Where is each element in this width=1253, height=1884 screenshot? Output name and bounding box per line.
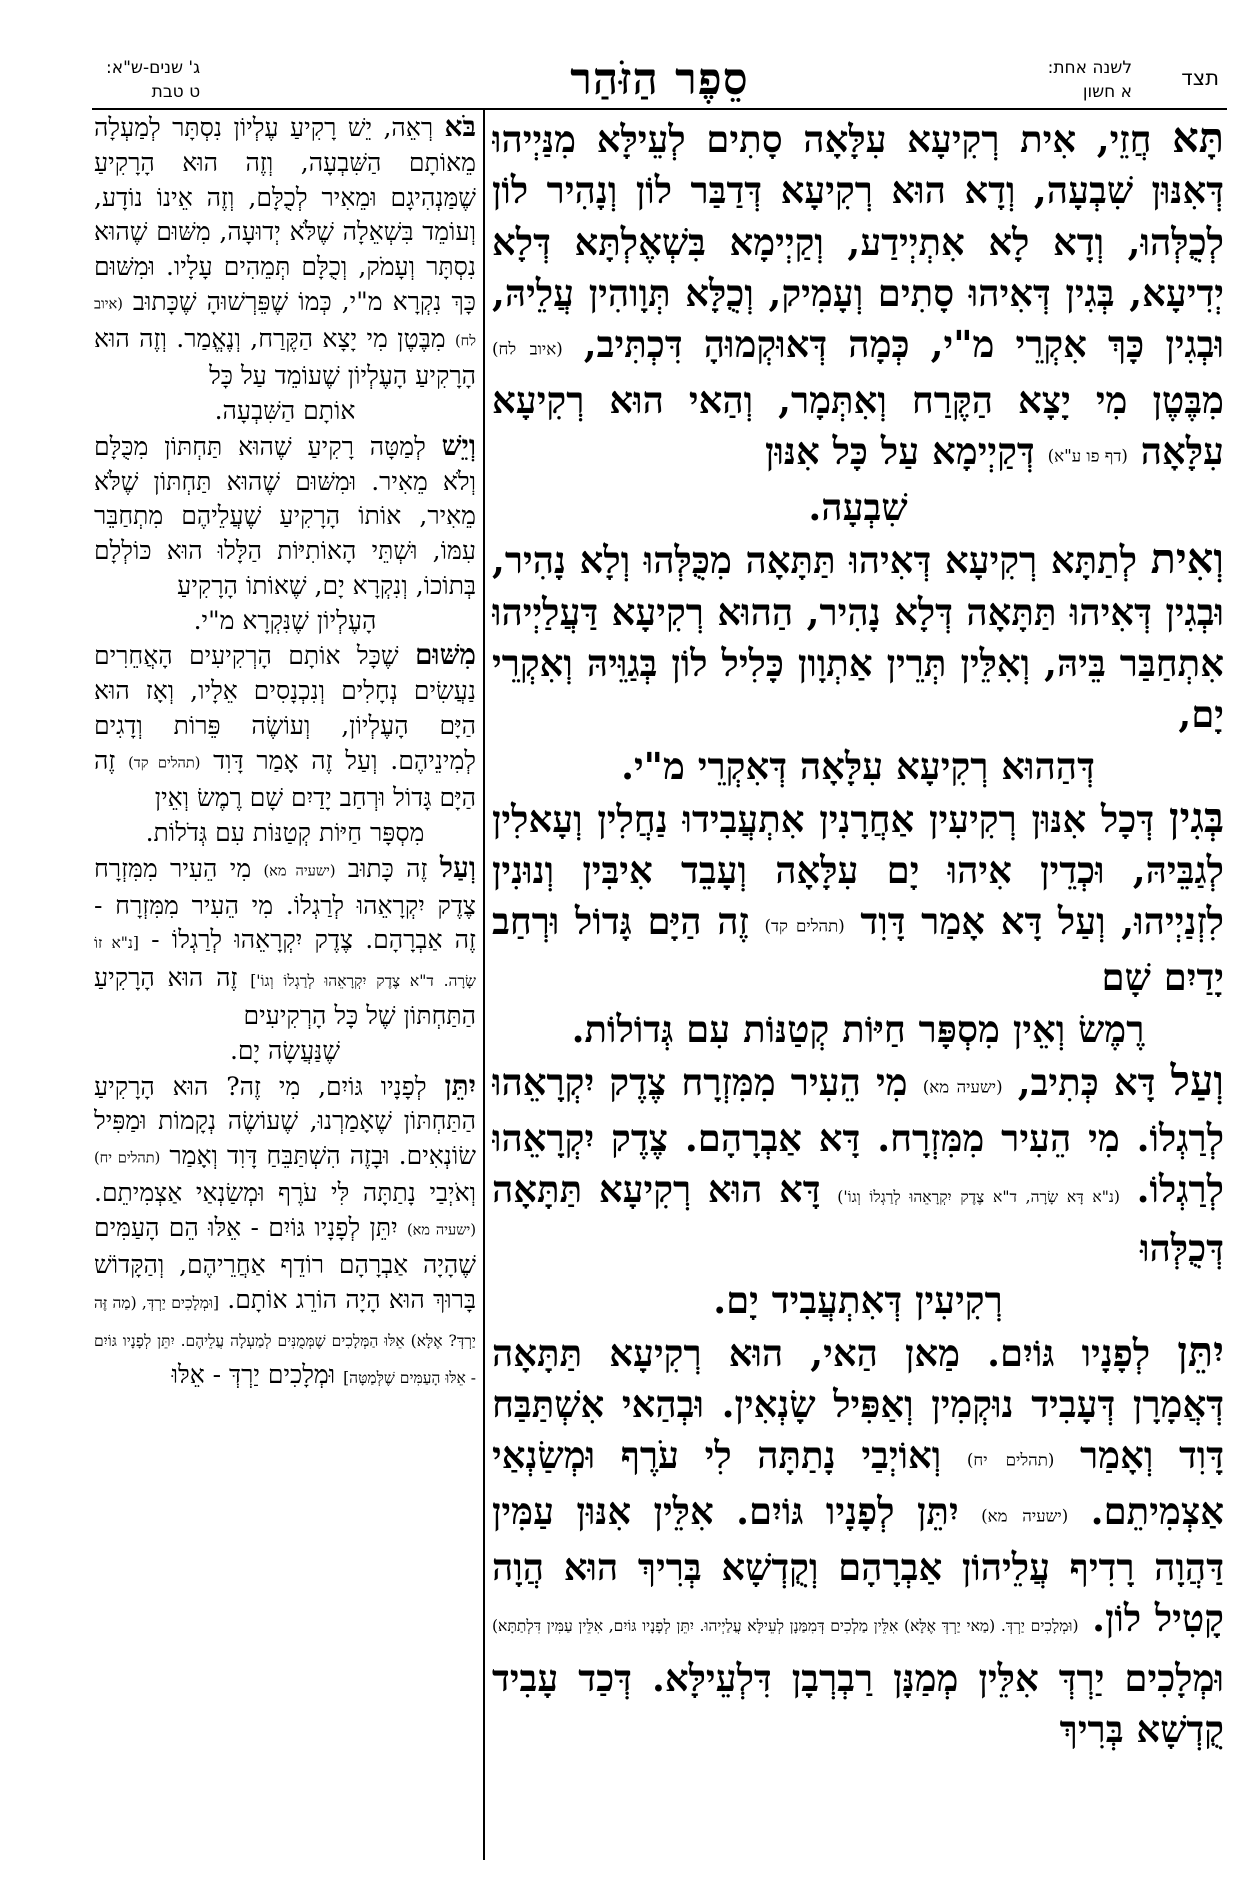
schedule-three-year-label: ג' שנים-ש"א: bbox=[106, 58, 201, 78]
translation-paragraph-1-end: אוֹתָם הַשִּׁבְעָה. bbox=[214, 395, 356, 425]
paragraph-opener: וְיֵשׁ bbox=[441, 428, 476, 462]
variant-reading-note: [וּמְלָכִים יַרְדְּ, (מַה זֶּה יַרְדְּ? אֶלָּא) אֵלּוּ הַמְּלָכִים שֶׁמְּמֻנִּים לְמַעְלָה עֲלֵיהֶם. יִתֵּן לְפָנָיו גּוֹיִם - אֵלּוּ הָעַמִּים שֶׁלְּמַטָּה] bbox=[94, 1293, 476, 1388]
paragraph-text: מִי הֵעִיר מִמִּזְרָח צֶדֶק יִקְרָאֵהוּ לְרַגְלוֹ. מִי הֵעִיר מִמִּזְרָח - זֶה אַבְרָהָם. צֶדֶק יִקְרָאֵהוּ לְרַגְלוֹ - bbox=[94, 853, 476, 955]
three-year-schedule bbox=[106, 56, 200, 104]
paragraph-text: דָּא הוּא רְקִיעָא תַּתָּאָה דְּכֻלְּהוּ bbox=[492, 1167, 1224, 1271]
paragraph-text: זֶה הַיָּם גָּדוֹל וּרְחַב יָדַיִם שָׁם רֶמֶשׂ וְאֵין bbox=[94, 745, 476, 812]
translation-paragraph-4 bbox=[94, 851, 476, 1034]
translation-paragraph-4-end: שֶׁנַּעֲשָׂה יָם. bbox=[229, 1035, 341, 1065]
main-paragraph-3-end: רֶמֶשׂ וְאֵין מִסְפָּר חַיּוֹת קְטַנּוֹת עִם גְּדוֹלוֹת. bbox=[571, 1006, 1145, 1051]
paragraph-opener: יִתֵּן bbox=[1177, 1326, 1224, 1376]
main-text-column bbox=[492, 112, 1224, 1867]
translation-paragraph-2-end: הָעֶלְיוֹן שֶׁנִּקְרָא מ"י. bbox=[193, 605, 377, 635]
page-header bbox=[92, 56, 1227, 108]
scripture-reference: (תהלים קד) bbox=[764, 917, 845, 936]
paragraph-opener: בְּגִין bbox=[1168, 792, 1224, 842]
paragraph-text: לְמַטָּה רָקִיעַ שֶׁהוּא תַּחְתּוֹן מִכֻּלָּם וְלֹא מֵאִיר. וּמִשּׁוּם שֶׁהוּא תַּחְתּוֹן שֶׁלֹּא מֵאִיר, אוֹתוֹ הָרָקִיעַ שֶׁעֲלֵיהֶם מִתְחַבֵּר עִמּוֹ, וּשְׁתֵּי הָאוֹתִיּוֹת הַלָּלוּ הוּא כּוֹלְלָם בְּתוֹכוֹ, וְנִקְרָא יָם, שֶׁאוֹתוֹ הָרָקִיעַ bbox=[94, 431, 476, 600]
paragraph-text: זֶה כָּתוּב bbox=[335, 853, 440, 883]
scripture-reference: (ישעיה מא) bbox=[263, 862, 336, 879]
scripture-reference: (ישעיה מא) bbox=[981, 1506, 1069, 1526]
paragraph-text: לְתַתָּא רְקִיעָא דְּאִיהוּ תַּתָּאָה מִכֻּלְּהוּ וְלָא נָהִיר, וּבְגִין דְּאִיהוּ תַּתָּאָה דְּלָא נָהִיר, הַהוּא רְקִיעָא דַּעֲלַיְיהוּ אִתְחַבַּר בֵּיהּ, וְאִלֵּין תְּרֵין אַתְוָון כָּלִיל לוֹן בְּגַוֵּיהּ וְאִקְרֵי יָם, bbox=[492, 538, 1224, 737]
scripture-reference: (תהלים קד) bbox=[128, 755, 201, 772]
paragraph-text: דָּא כְּתִיב, bbox=[1002, 1059, 1171, 1104]
paragraph-text: זֶה הַיָּם גָּדוֹל וּרְחַב יָדַיִם שָׁם bbox=[492, 899, 1224, 1000]
folio-reference: (דף פו ע"א) bbox=[1047, 446, 1128, 466]
book-title: סֵפֶר הַזֹּהַר bbox=[570, 54, 749, 105]
page-number: תצד bbox=[1181, 66, 1219, 90]
paragraph-text: מִי הֵעִיר מִמִּזְרָח צֶדֶק יִקְרָאֵהוּ לְרַגְלוֹ. מִי הֵעִיר מִמִּזְרָח. דָּא אַבְרָהָם. צֶדֶק יִקְרָאֵהוּ לְרַגְלוֹ. bbox=[492, 1059, 1224, 1211]
scripture-reference: (ישעיה מא) bbox=[922, 1077, 1003, 1097]
paragraph-text: וּמְלָכִים יַרְדְּ אִלֵּין מְמַנָּן רַבְרְבָן דִּלְעֵילָּא. דְּכַד עָבִיד קֻדְשָׁא בְּרִיךְ bbox=[492, 1655, 1224, 1751]
scripture-reference: (איוב לח) bbox=[94, 296, 476, 350]
variant-reading-note: (וּמְלָכִים יַרְדְּ. (מַאי יַרְדְּ אֶלָּא) אִלֵּין מַלְכִים דְּמִמַּנָן לְעֵילָּא עֲלַיְיהוּ. יִתֵּן לְפָנָיו גּוֹיִם, אִלֵּין עַמִּין דִּלְתַתָּא) bbox=[492, 1617, 1079, 1636]
translation-paragraph-5 bbox=[94, 1069, 476, 1397]
scripture-reference: (איוב לח) bbox=[492, 339, 563, 359]
column-divider bbox=[483, 110, 485, 1860]
scripture-reference: (תהלים יח) bbox=[966, 1451, 1055, 1470]
paragraph-text: מִבֶּטֶן מִי יָצָא הַקֶּרַח, וְנֶאֱמַר. וְזֶה הוּא הָרָקִיעַ הָעֶלְיוֹן שֶׁעוֹמֵד עַל כָּל bbox=[94, 324, 476, 391]
paragraph-text: וּמְלָכִים יַרְדְּ - אֵלּוּ bbox=[171, 1360, 344, 1390]
paragraph-opener: תָּא bbox=[1172, 113, 1224, 162]
paragraph-opener: וְעַל bbox=[439, 850, 476, 884]
main-paragraph-2-end: דְּהַהוּא רְקִיעָא עִלָּאָה דְּאִקְרֵי מ"י. bbox=[621, 743, 1095, 788]
main-paragraph-4 bbox=[492, 1055, 1224, 1275]
translation-column bbox=[94, 110, 476, 1865]
paragraph-opener: וְאִית bbox=[1150, 534, 1224, 584]
translation-paragraph-3-end: מִסְפָּר חַיּוֹת קְטַנּוֹת עִם גְּדֹלוֹת. bbox=[145, 817, 425, 847]
main-paragraph-1-end: שִׁבְעָה. bbox=[808, 485, 908, 530]
paragraph-text: דְּכָל אִנּוּן רְקִיעִין אַחֲרָנִין אִתְעֲבִידוּ נַחֲלִין וְעָאלִין לְגַבֵּיהּ, וּכְדֵין אִיהוּ יָם עִלָּאָה וְעָבֵד אִיבִּין וְנוּנִין לִזְנַיְיהוּ, וְעַל דָּא אָמַר דָּוִד bbox=[492, 796, 1224, 944]
variant-reading-note: (נ"א דָּא שָׂרָה, ד"א צֶדֶק יִקְרָאֵהוּ לְרַגְלוֹ וְגוֹ') bbox=[837, 1188, 1120, 1206]
schedule-one-year-label: לשנה אחת: bbox=[1047, 58, 1132, 78]
paragraph-text: רְאֵה, יֵשׁ רָקִיעַ עֶלְיוֹן נִסְתָּר לְמַעְלָה מֵאוֹתָם הַשִּׁבְעָה, וְזֶה הוּא הָרָקִיעַ שֶׁמַּנְהִיגָם וּמֵאִיר לְכֻלָּם, וְזֶה אֵינוֹ נוֹדָע, וְעוֹמֵד בִּשְׁאֵלָה שֶׁלֹּא יְדוּעָה, מִשּׁוּם שֶׁהוּא נִסְתָּר וְעָמֹק, וְכֻלָּם תְּמֵהִים עָלָיו. וּמִשּׁוּם כָּךְ נִקְרָא מ"י, כְּמוֹ שֶׁפֵּרְשׁוּהָ שֶׁכָּתוּב bbox=[94, 113, 476, 316]
scripture-reference: (ישעיה מא) bbox=[407, 1222, 476, 1239]
schedule-three-year-date: ט טבת bbox=[151, 82, 201, 102]
translation-paragraph-1 bbox=[94, 110, 476, 394]
paragraph-text: יִתֵּן לְפָנָיו גּוֹיִם. אִלֵּין אִנּוּן עַמִּין דַּהֲוָה רָדִיף עֲלֵיהוֹן אַבְרָהָם וְקֻדְשָׁא בְּרִיךְ הוּא הֲוָה קָטִיל לוֹן. bbox=[492, 1489, 1224, 1641]
paragraph-text: וְאוֹיְבַי נָתַתָּה לִי עֹרֶף וּמְשַׂנְאַי אַצְמִיתֵם. bbox=[492, 1433, 1224, 1534]
paragraph-opener: יִתֵּן bbox=[444, 1068, 476, 1102]
main-paragraph-1 bbox=[492, 112, 1224, 482]
paragraph-text: מִבֶּטֶן מִי יָצָא הַקֶּרַח וְאִתְּמָר, וְהַאי הוּא רְקִיעָא עִלָּאָה bbox=[492, 378, 1224, 474]
main-paragraph-3 bbox=[492, 792, 1224, 1004]
paragraph-opener: בֹּא bbox=[444, 110, 476, 143]
paragraph-text: שֶׁכָּל אוֹתָם הָרְקִיעִים הָאֲחֵרִים נַעֲשִׂים נְחָלִים וְנִכְנָסִים אֵלָיו, וְאָז הוּא הַיָּם הָעֶלְיוֹן, וְעוֹשֶׂה פֵּרוֹת וְדָגִים לְמִינֵיהֶם. וְעַל זֶה אָמַר דָּוִד bbox=[94, 641, 476, 775]
paragraph-text: דְּקַיְימָא עַל כָּל אִנּוּן bbox=[765, 429, 1048, 474]
main-paragraph-5 bbox=[492, 1326, 1224, 1755]
schedule-one-year-date: א חשון bbox=[1082, 82, 1132, 102]
main-paragraph-2 bbox=[492, 533, 1224, 740]
paragraph-text: זֶה הוּא הָרָקִיעַ הַתַּחְתּוֹן שֶׁל כָּל הָרְקִיעִים bbox=[94, 963, 476, 1030]
paragraph-text: לְפָנָיו גּוֹיִם, מִי זֶה? הוּא הָרָקִיעַ הַתַּחְתּוֹן שֶׁאָמַרְנוּ, שֶׁעוֹשֶׂה נְקָמוֹת וּמַפִּיל שׂוֹנְאִים. וּבָזֶה הִשְׁתַּבֵּחַ דָּוִד וְאָמַר bbox=[94, 1071, 476, 1171]
paragraph-opener: מִשּׁוּם bbox=[414, 638, 476, 672]
translation-paragraph-2 bbox=[94, 429, 476, 604]
scripture-reference: (תהלים יח) bbox=[94, 1150, 161, 1167]
paragraph-text: יִתֵּן לְפָנָיו גּוֹיִם - אֵלּוּ הֵם הָעַמִּים שֶׁהָיָה אַבְרָהָם רוֹדֵף אַחֲרֵיהֶם, וְהַקָּדוֹשׁ בָּרוּךְ הוּא הָיָה הוֹרֵג אוֹתָם. bbox=[94, 1213, 476, 1314]
paragraph-text: חֲזֵי, אִית רְקִיעָא עִלָּאָה סָתִים לְעֵילָּא מִנַּיְיהוּ דְּאִנּוּן שִׁבְעָה, וְדָא הוּא רְקִיעָא דְּדַבַּר לוֹן וְנָהִיר לוֹן לְכֻלְּהוּ, וְדָא לָא אִתְיְידַע, וְקַיְימָא בִּשְׁאֶלְתָּא דְּלָא יְדִיעָא, בְּגִין דְּאִיהוּ סָתִים וְעָמִיק, וְכֻלָּא תְּוָוהִין עֲלֵיהּ, וּבְגִין כָּךְ אִקְרֵי מ"י, כְּמָה דְּאוּקְמוּהָ דִּכְתִּיב, bbox=[492, 117, 1224, 367]
paragraph-text: וְאֹיְבַי נָתַתָּה לִּי עֹרֶף וּמְשַׂנְאַי אַצְמִיתֵם. bbox=[94, 1178, 476, 1208]
variant-reading-note: [נ"א זוֹ שָׂרָה. ד"א צֶדֶק יִקְרָאֵהוּ לְרַגְלוֹ וְגוֹ'] bbox=[94, 934, 476, 991]
paragraph-opener: וְעַל bbox=[1170, 1055, 1224, 1105]
translation-paragraph-3 bbox=[94, 638, 476, 815]
main-paragraph-4-end: רְקִיעִין דְּאִתְעֲבִיד יָם. bbox=[713, 1277, 1003, 1322]
paragraph-text: לְפָנָיו גּוֹיִם. מַאן הַאי, הוּא רְקִיעָא תַּתָּאָה דְּאֲמָרָן דְּעָבִיד נוּקְמִין וְאַפִּיל שָׂנְאִין. וּבְהַאי אִשְׁתַּבַּח דָּוִד וְאָמַר bbox=[492, 1330, 1224, 1478]
